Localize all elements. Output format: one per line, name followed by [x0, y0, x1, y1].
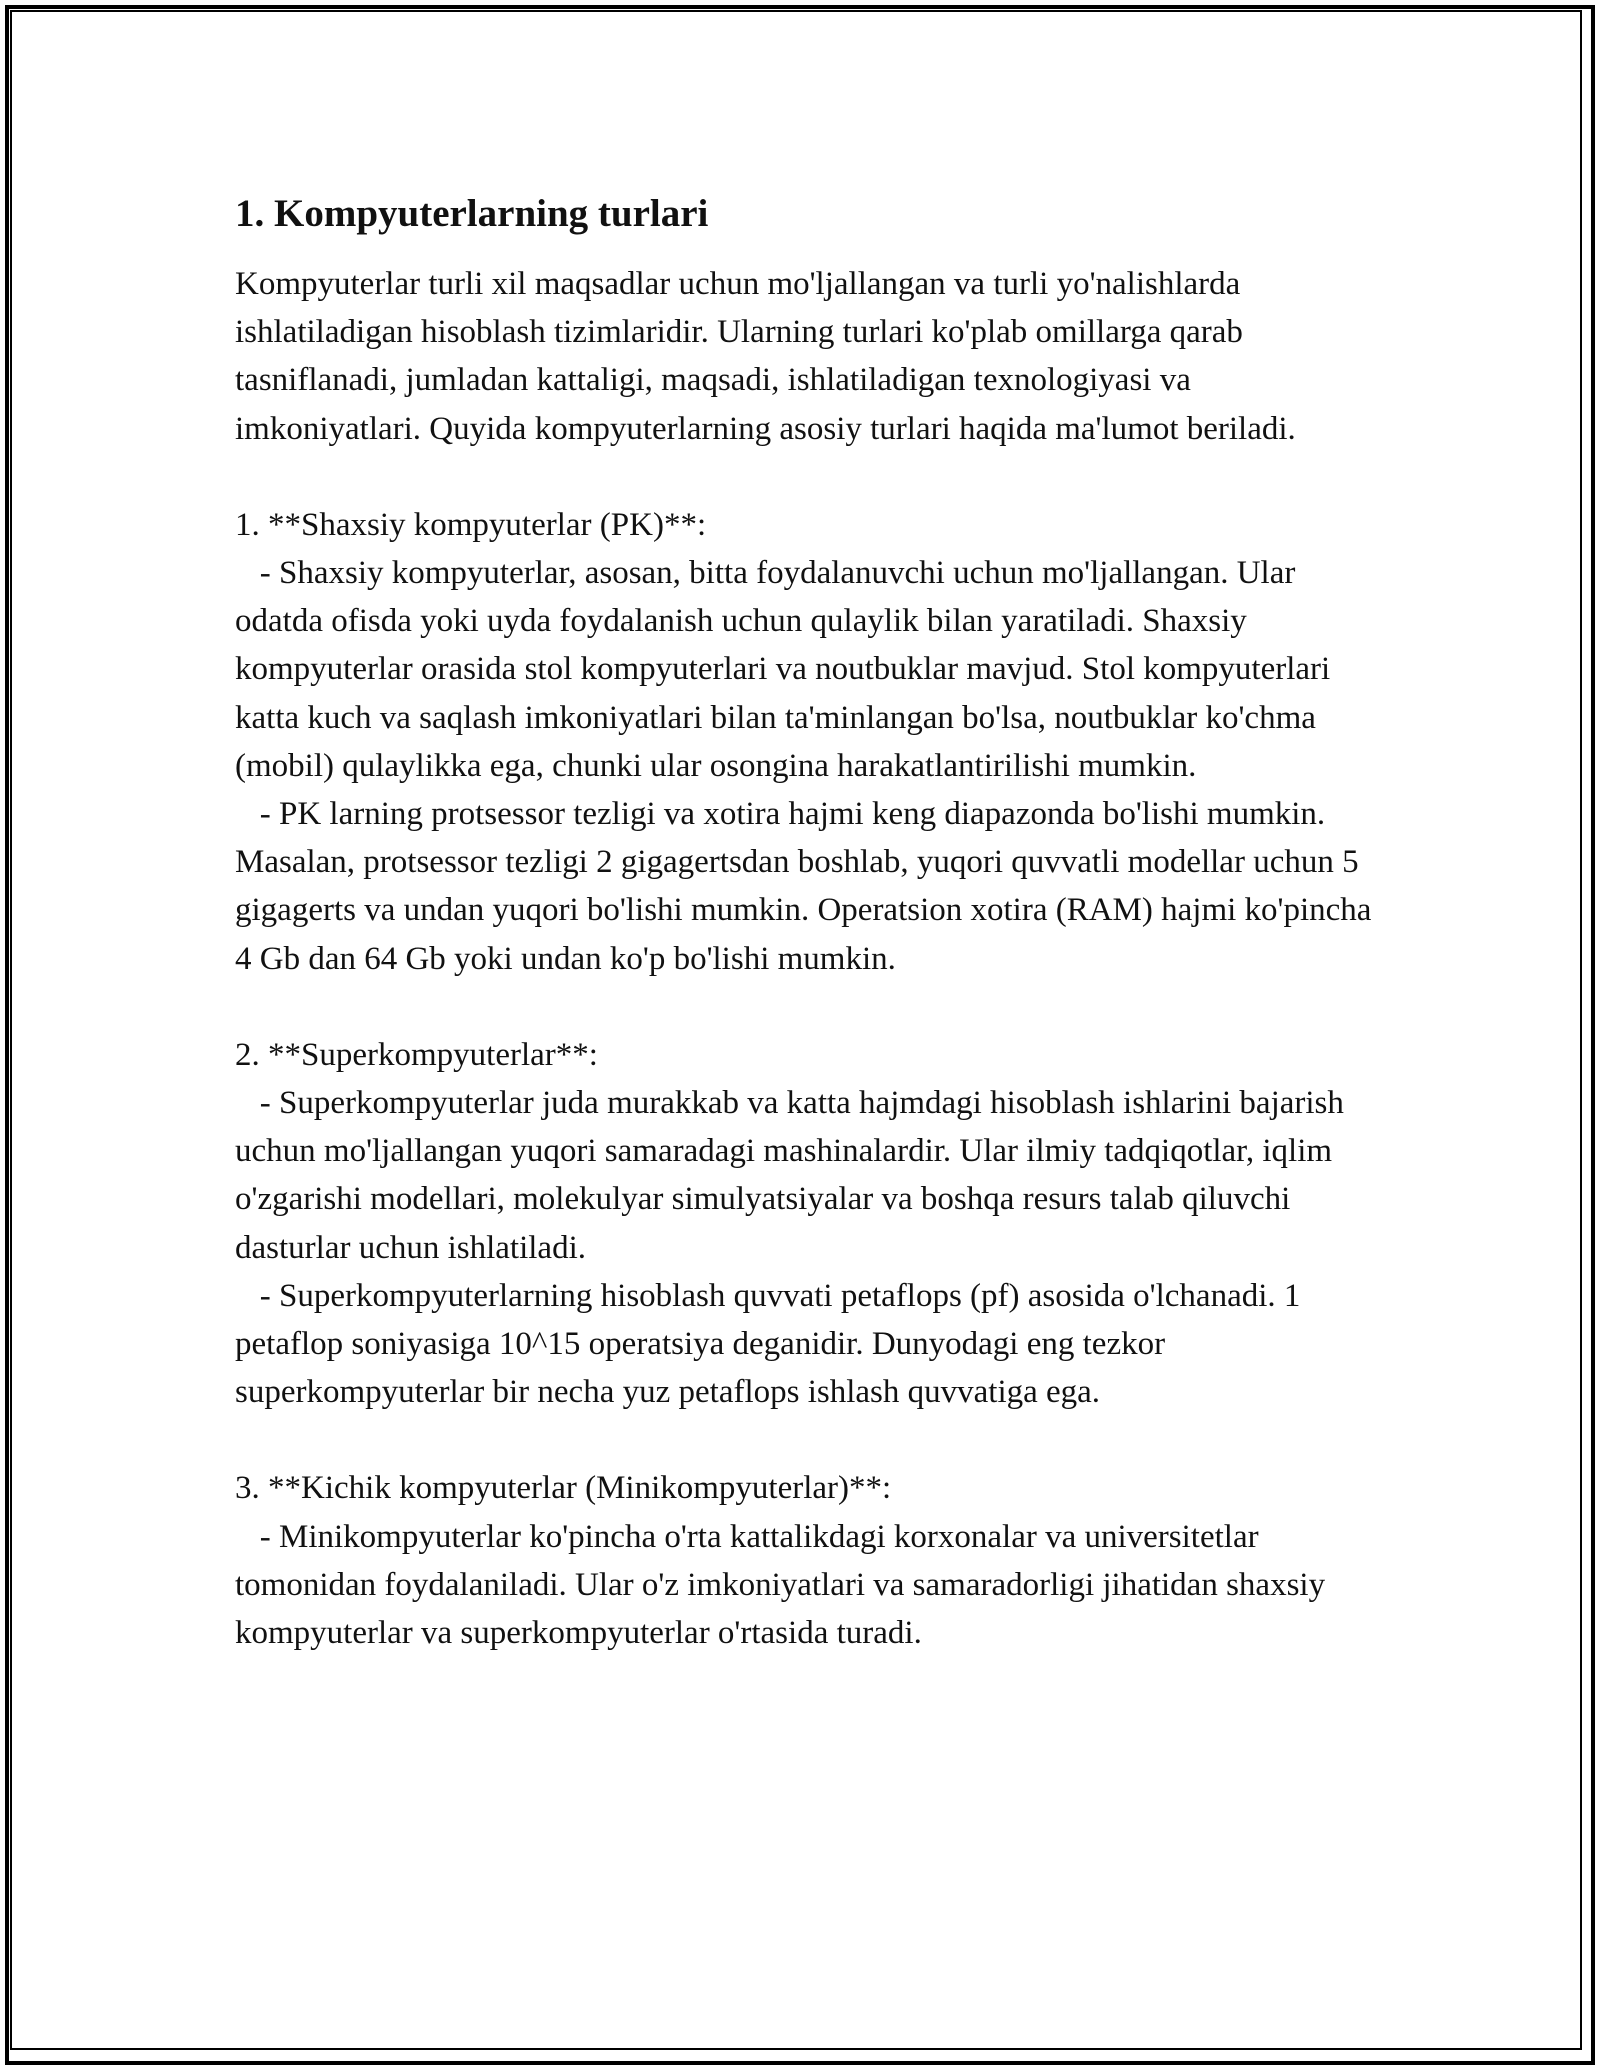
- paragraph-gap: [235, 983, 1375, 1031]
- paragraph-gap: [235, 1416, 1375, 1464]
- section-bullet: - Superkompyuterlarning hisoblash quvvati petaflops (pf) asosida o'lchanadi. 1 petaflop soniyasiga 10^15 operatsiya deganidir. Dunyodagi eng tezkor superkompyuterlar bir necha yuz petaflops ishlash quvvatiga ega.: [235, 1277, 1301, 1411]
- section-bullet: - PK larning protsessor tezligi va xotira hajmi keng diapazonda bo'lishi mumkin. Masalan, protsessor tezligi 2 gigagertsdan boshlab, yuqori quvvatli modellar uchun 5 gigagerts va undan yuqori bo'lishi mumkin. Operatsion xotira (RAM) hajmi ko'pincha 4 Gb dan 64 Gb yoki undan ko'p bo'lishi mumkin.: [235, 796, 1372, 977]
- section-supercomputers: [235, 1031, 1375, 1417]
- section-bullet: - Superkompyuterlar juda murakkab va katta hajmdagi hisoblash ishlarini bajarish uchun mo'ljallangan yuqori samaradagi mashinalardir. Ular ilmiy tadqiqotlar, iqlim o'zgarishi modellari, molekulyar simulyatsiyalar va boshqa resurs talab qiluvchi dasturlar uchun ishlatiladi.: [235, 1085, 1344, 1266]
- paragraph-gap: [235, 453, 1375, 501]
- section-title: 2. **Superkompyuterlar**:: [235, 1036, 598, 1073]
- document-heading: 1. Kompyuterlarning turlari: [235, 192, 709, 235]
- section-bullet: - Minikompyuterlar ko'pincha o'rta kattalikdagi korxonalar va universitetlar tomonidan foydalaniladi. Ular o'z imkoniyatlari va samaradorligi jihatidan shaxsiy kompyuterlar va superkompyuterlar o'rtasida turadi.: [235, 1518, 1326, 1652]
- section-bullet: - Shaxsiy kompyuterlar, asosan, bitta foydalanuvchi uchun mo'ljallangan. Ular odatda ofisda yoki uyda foydalanish uchun qulaylik bilan yaratiladi. Shaxsiy kompyuterlar orasida stol kompyuterlari va noutbuklar mavjud. Stol kompyuterlari katta kuch va saqlash imkoniyatlari bilan ta'minlangan bo'lsa, noutbuklar ko'chma (mobil) qulaylikka ega, chunki ular osongina harakatlantirilishi mumkin.: [235, 555, 1331, 784]
- document-body: [235, 188, 1375, 1657]
- section-title: 3. **Kichik kompyuterlar (Minikompyuterlar)**:: [235, 1470, 892, 1507]
- section-personal-computers: [235, 501, 1375, 983]
- intro-paragraph: Kompyuterlar turli xil maqsadlar uchun mo'ljallangan va turli yo'nalishlarda ishlatiladigan hisoblash tizimlaridir. Ularning turlari ko'plab omillarga qarab tasniflanadi, jumladan kattaligi, maqsadi, ishlatiladigan texnologiyasi va imkoniyatlari. Quyida kompyuterlarning asosiy turlari haqida ma'lumot beriladi.: [235, 266, 1296, 447]
- section-title: 1. **Shaxsiy kompyuterlar (PK)**:: [235, 506, 707, 543]
- section-minicomputers: [235, 1464, 1375, 1657]
